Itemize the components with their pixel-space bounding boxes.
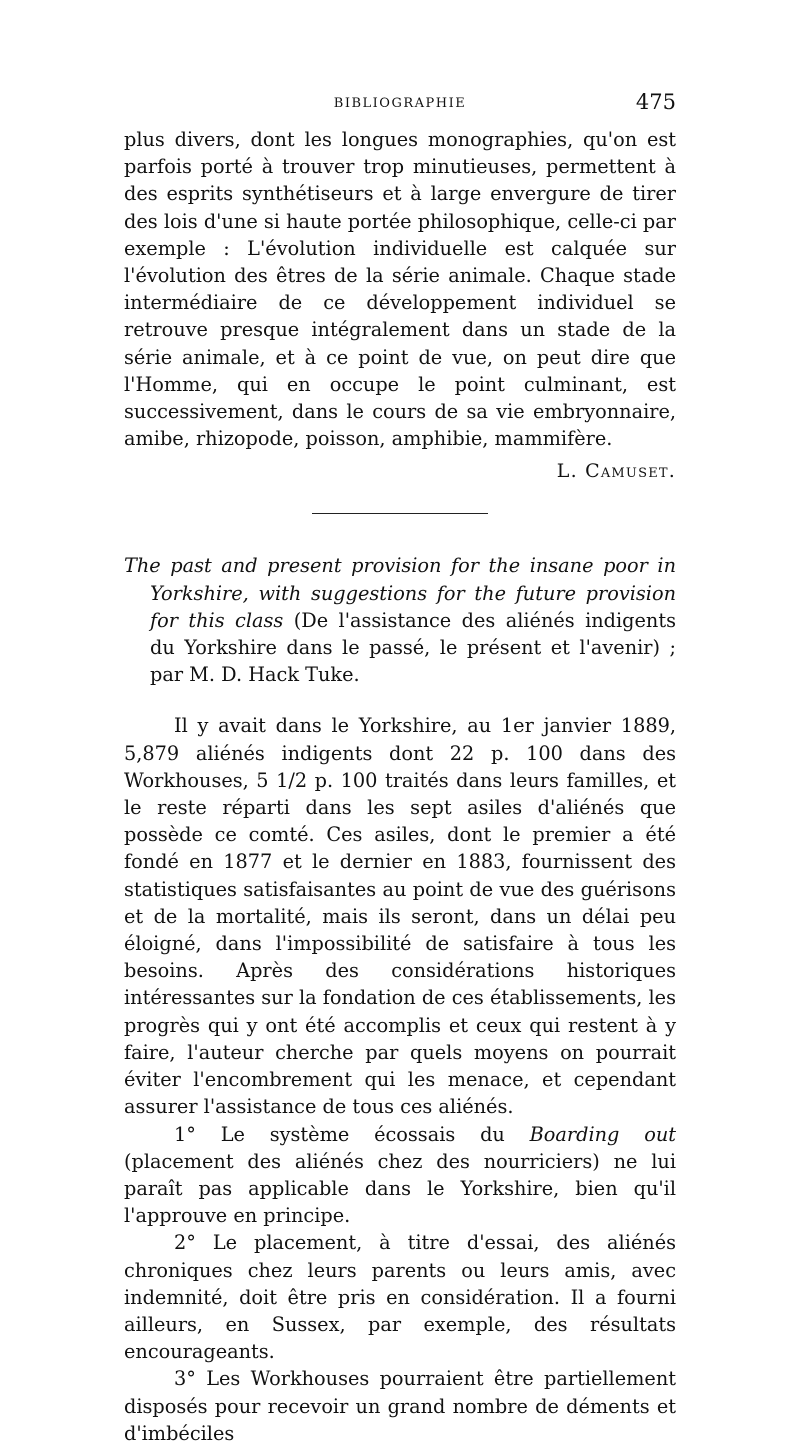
p2-start: 1° Le système écossais du [174, 1122, 530, 1146]
review2-title-italic: The past and present provision for the insane poor in Yorkshire, with suggestions for the future provision for this class [124, 554, 676, 632]
page-number: 475 [635, 90, 676, 114]
signature-name: Camuset. [585, 460, 676, 483]
review2-paragraph1: Il y avait dans le Yorkshire, au 1er janvier 1889, 5,879 aliénés indigents dont 22 p. 100 dans des Workhouses, 5 1/2 p. 100 traités dans leurs familles, et le reste réparti dans les sept asiles d'aliénés que possède ce comté. Ces asiles, dont le premier a été fondé en 1877 et le dernier en 1883, fournissent des statistiques satisfaisantes au point de vue des guérisons et de la mortalité, mais ils seront, dans un délai peu éloigné, dans l'impossibilité de satisfaire à tous les besoins. Après des considérations historiques intéressantes sur la fondation de ces établissements, les progrès qui y ont été accomplis et ceux qui restent à y faire, l'auteur cherche par quels moyens on pourrait éviter l'encombrement qui les menace, et cependant assurer l'assistance de tous ces aliénés. [124, 714, 676, 1119]
running-head [124, 88, 676, 118]
signature-initial: L. [556, 460, 578, 483]
review2-paragraph4: 3° Les Workhouses pourraient être partiellement disposés pour recevoir un grand nombre de déments et d'imbéciles [124, 1367, 676, 1445]
p2-italic: Boarding out [529, 1122, 676, 1146]
p2-end: (placement des aliénés chez des nourriciers) ne lui paraît pas applicable dans le Yorkshire, bien qu'il l'approuve en principe. [124, 1149, 676, 1228]
section-divider [312, 513, 488, 514]
review2-title [124, 552, 676, 688]
review1-signature [124, 458, 676, 485]
running-title: BIBLIOGRAPHIE [333, 96, 467, 111]
review2-paragraph2 [124, 1121, 676, 1230]
review2-paragraph3: 2° Le placement, à titre d'essai, des aliénés chroniques chez leurs parents ou leurs amis, avec indemnité, doit être pris en considération. Il a fourni ailleurs, en Sussex, par exemple, des résultats encourageants. [124, 1231, 676, 1364]
review1-paragraph: plus divers, dont les longues monographies, qu'on est parfois porté à trouver trop minutieuses, permettent à des esprits synthétiseurs et à large envergure de tirer des lois d'une si haute portée philosophique, celle-ci par exemple : L'évolution individuelle est calquée sur l'évolution des êtres de la série animale. Chaque stade intermédiaire de ce développement individuel se retrouve presque intégralement dans un stade de la série animale, et à ce point de vue, on peut dire que l'Homme, qui en occupe le point culminant, est successivement, dans le cours de sa vie embryonnaire, amibe, rhizopode, poisson, amphibie, mammifère. [124, 128, 676, 451]
book-page [124, 88, 676, 1447]
review2-title-translation: (De l'assistance des aliénés indigents du Yorkshire dans le passé, le présent et l'avenir) ; par M. D. Hack Tuke. [150, 608, 676, 687]
